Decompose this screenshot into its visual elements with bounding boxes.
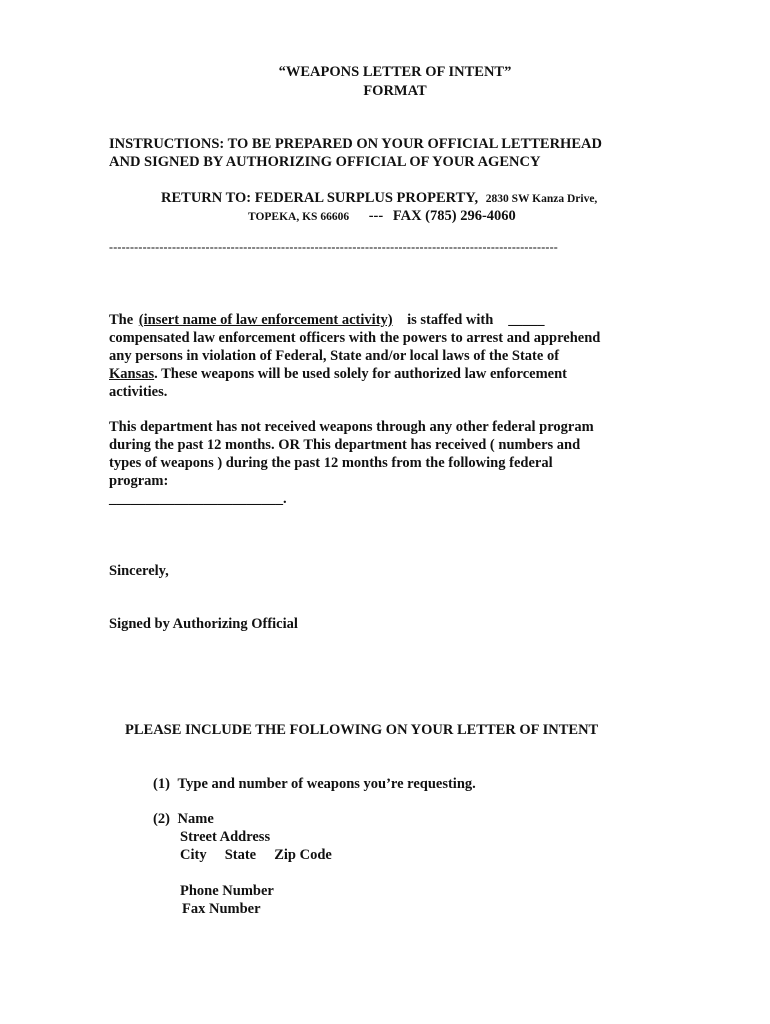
instructions-line-1: INSTRUCTIONS: TO BE PREPARED ON YOUR OFFICIAL LETTERHEAD [109,136,602,152]
return-to-label: RETURN TO: FEDERAL SURPLUS PROPERTY, [161,190,479,206]
include-item-2-city: City State Zip Code [180,847,332,863]
paragraph-1-line-4 [109,366,567,383]
paragraph-2-line-1: This department has not received weapons through any other federal program [109,419,594,435]
paragraph-1-line-3: any persons in violation of Federal, State and/or local laws of the State of [109,348,560,364]
paragraph-1-prefix: The [109,312,137,328]
paragraph-1-line-1 [109,312,544,329]
include-item-2 [153,811,214,828]
paragraph-1-line-4-rest: . These weapons will be used solely for authorized law enforcement [154,366,567,382]
return-to-city-line [248,208,516,225]
document-subtitle: FORMAT [363,83,427,99]
return-to-separator: --- [368,208,384,224]
include-item-2-name: Name [177,811,214,827]
include-item-2-street: Street Address [180,829,271,845]
return-to-street: 2830 SW Kanza Drive, [485,193,598,205]
paragraph-1-line-5: activities. [109,384,168,400]
agency-name-placeholder: (insert name of law enforcement activity) [138,312,393,328]
include-item-1 [153,776,476,793]
include-item-2-number: (2) [153,811,170,827]
paragraph-2-line-4: program: [109,473,169,489]
paragraph-2-line-3: types of weapons ) during the past 12 months from the following federal [109,455,553,471]
return-to-city: TOPEKA, KS 66606 [248,211,350,223]
include-item-2-fax: Fax Number [182,901,261,917]
return-to-fax: FAX (785) 296-4060 [392,208,516,224]
state-name: Kansas [109,366,155,382]
officer-count-blank: _____ [508,312,545,328]
include-heading: PLEASE INCLUDE THE FOLLOWING ON YOUR LETTER OF INTENT [125,722,599,738]
include-item-1-number: (1) [153,776,170,792]
paragraph-2-line-2: during the past 12 months. OR This department has received ( numbers and [109,437,581,453]
divider-line: ----------------------------------------------------------------------------------------------------------- [109,240,558,254]
include-item-2-phone: Phone Number [180,883,274,899]
instructions-line-2: AND SIGNED BY AUTHORIZING OFFICIAL OF YOUR AGENCY [109,154,541,170]
signature-line: Signed by Authorizing Official [109,616,298,632]
sincerely: Sincerely, [109,563,169,579]
paragraph-1-line-2: compensated law enforcement officers with the powers to arrest and apprehend [109,330,601,346]
program-blank: ________________________. [109,491,287,507]
paragraph-1-after-placeholder: is staffed with [396,312,501,328]
return-to-line [161,190,597,207]
include-item-1-text: Type and number of weapons you’re requesting. [177,776,476,792]
document-title: “WEAPONS LETTER OF INTENT” [278,64,512,80]
